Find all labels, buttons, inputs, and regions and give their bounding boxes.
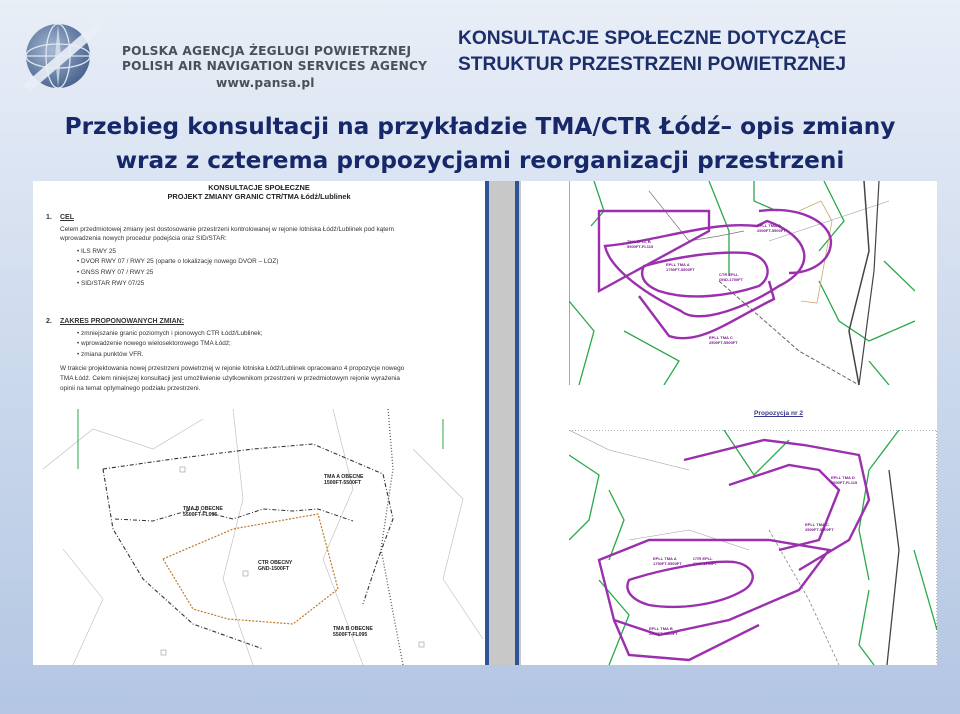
- label-tma-c-p1-limits: 2500FT-5500FT: [709, 340, 738, 345]
- doc-title-1: KONSULTACJE SPOŁECZNE: [208, 183, 310, 192]
- proposal-1-map: [569, 181, 915, 385]
- doc-paragraph: opinii na temat optymalnego podziału przestrzeni.: [60, 385, 201, 392]
- label-tma-b-current: TMA B OBECNE: [183, 506, 223, 512]
- label-tma-a-p1: EPLL TMA A: [666, 262, 690, 267]
- label-tma-a-p2: EPLL TMA A: [653, 556, 677, 561]
- page-separator: [485, 181, 521, 665]
- label-tma-c-p2-limits: 2500FT-5500FT: [805, 527, 834, 532]
- doc-section-2-number: 2.: [46, 318, 52, 325]
- label-tma-b-p1-limits: 5500FT-FL115: [627, 244, 654, 249]
- label-tma-c-p1: EPLL TMA C: [709, 335, 733, 340]
- doc-section-2-heading: ZAKRES PROPONOWANYCH ZMIAN:: [60, 318, 185, 325]
- doc-paragraph: Celem przedmiotowej zmiany jest dostosowanie przestrzeni kontrolowanej w rejonie lotniska Łódź/Lublinek pod kątem: [60, 226, 394, 233]
- doc-bullet: • wprowadzenie nowego wielosektorowego TMA Łódź;: [77, 340, 231, 347]
- label-ctr-p1-limits: GND-1750FT: [719, 277, 744, 282]
- doc-bullet: • SID/STAR RWY 07/25: [77, 280, 145, 287]
- doc-bullet: • DVOR RWY 07 / RWY 25 (oparte o lokalizację nowego DVOR – LOZ): [77, 258, 279, 265]
- label-ctr-p2-limits: GND-1750FT: [693, 561, 718, 566]
- doc-bullet: • zmniejszanie granic poziomych i pionowych CTR Łódź/Lublinek;: [77, 330, 263, 337]
- doc-section-1-number: 1.: [46, 214, 52, 221]
- label-tma-a-current: TMA A OBECNE: [324, 474, 364, 480]
- doc-section-1-heading: CEL: [60, 214, 74, 221]
- label-tma-a-current-limits: 1500FT-5500FT: [324, 480, 362, 486]
- slide-title-line-2: wraz z czterema propozycjami reorganizacji przestrzeni: [115, 147, 845, 174]
- proposal-maps: [521, 181, 937, 665]
- doc-bullet: • GNSS RWY 07 / RWY 25: [77, 269, 154, 276]
- label-tma-d-p1-limits: 2500FT-5500FT: [757, 228, 786, 233]
- label-tma-d-p2-limits: 5500FT-FL115: [831, 480, 858, 485]
- label-tma-d-p2: EPLL TMA D: [831, 475, 855, 480]
- header-line-1: KONSULTACJE SPOŁECZNE DOTYCZĄCE: [458, 28, 847, 49]
- separator-bar-right: [515, 181, 519, 665]
- header-title: [458, 26, 846, 78]
- label-tma-b-current-2-limits: 5500FT-FL095: [333, 632, 368, 638]
- doc-paragraph: wprowadzenia nowych procedur podejścia oraz SID/STAR:: [60, 235, 227, 242]
- label-ctr-p1: CTR EPLL: [719, 272, 739, 277]
- doc-bullet: • zmiana punktów VFR.: [77, 351, 144, 358]
- current-airspace-map: [33, 409, 485, 665]
- organization-name: [122, 44, 428, 90]
- separator-bar-left: [485, 181, 489, 665]
- proposal-2-label: Propozycja nr 2: [754, 410, 804, 417]
- label-tma-a-p1-limits: 1750FT-5500FT: [666, 267, 695, 272]
- org-name-en: POLISH AIR NAVIGATION SERVICES AGENCY: [122, 59, 428, 73]
- content-image: [33, 181, 937, 665]
- slide-title: [0, 110, 960, 178]
- doc-paragraph: TMA Łódź. Celem niniejszej konsultacji jest umożliwienie użytkownikom przestrzeni w przedmiotowym rejonie wyrażenia: [60, 375, 400, 382]
- label-tma-a-p2-limits: 1750FT-5500FT: [653, 561, 682, 566]
- consultation-document: [33, 181, 485, 665]
- org-name-pl: POLSKA AGENCJA ŻEGLUGI POWIETRZNEJ: [122, 44, 412, 58]
- label-ctr-current-limits: GND-1500FT: [258, 566, 290, 572]
- header-line-2: STRUKTUR PRZESTRZENI POWIETRZNEJ: [458, 54, 847, 75]
- org-website: www.pansa.pl: [216, 76, 315, 90]
- label-tma-b-p2-limits: 2500FT-5500FT: [649, 631, 678, 636]
- label-ctr-p2: CTR EPLL: [693, 556, 713, 561]
- proposal-2-map: [569, 430, 937, 665]
- label-tma-c-p2: EPLL TMA C: [805, 522, 829, 527]
- label-tma-b-current-2: TMA B OBECNE: [333, 626, 373, 632]
- doc-title-2: PROJEKT ZMIANY GRANIC CTR/TMA Łódź/Lublinek: [167, 192, 351, 201]
- slide-title-line-1: Przebieg konsultacji na przykładzie TMA/CTR Łódź– opis zmiany: [64, 113, 896, 140]
- label-tma-d-p1: EPLL TMA D: [757, 223, 781, 228]
- label-ctr-current: CTR OBECNY: [258, 560, 293, 566]
- label-tma-b-current-limits: 5500FT-FL095: [183, 512, 218, 518]
- doc-paragraph: W trakcie projektowania nowej przestrzeni powietrznej w rejonie lotniska Łódź/Lublinek opracowano 4 propozycje nowego: [60, 365, 405, 372]
- label-tma-b-p1: TMA EPLL B: [627, 239, 651, 244]
- pansa-logo: [18, 14, 108, 96]
- label-tma-b-p2: EPLL TMA B: [649, 626, 673, 631]
- doc-bullet: • ILS RWY 25: [77, 248, 116, 255]
